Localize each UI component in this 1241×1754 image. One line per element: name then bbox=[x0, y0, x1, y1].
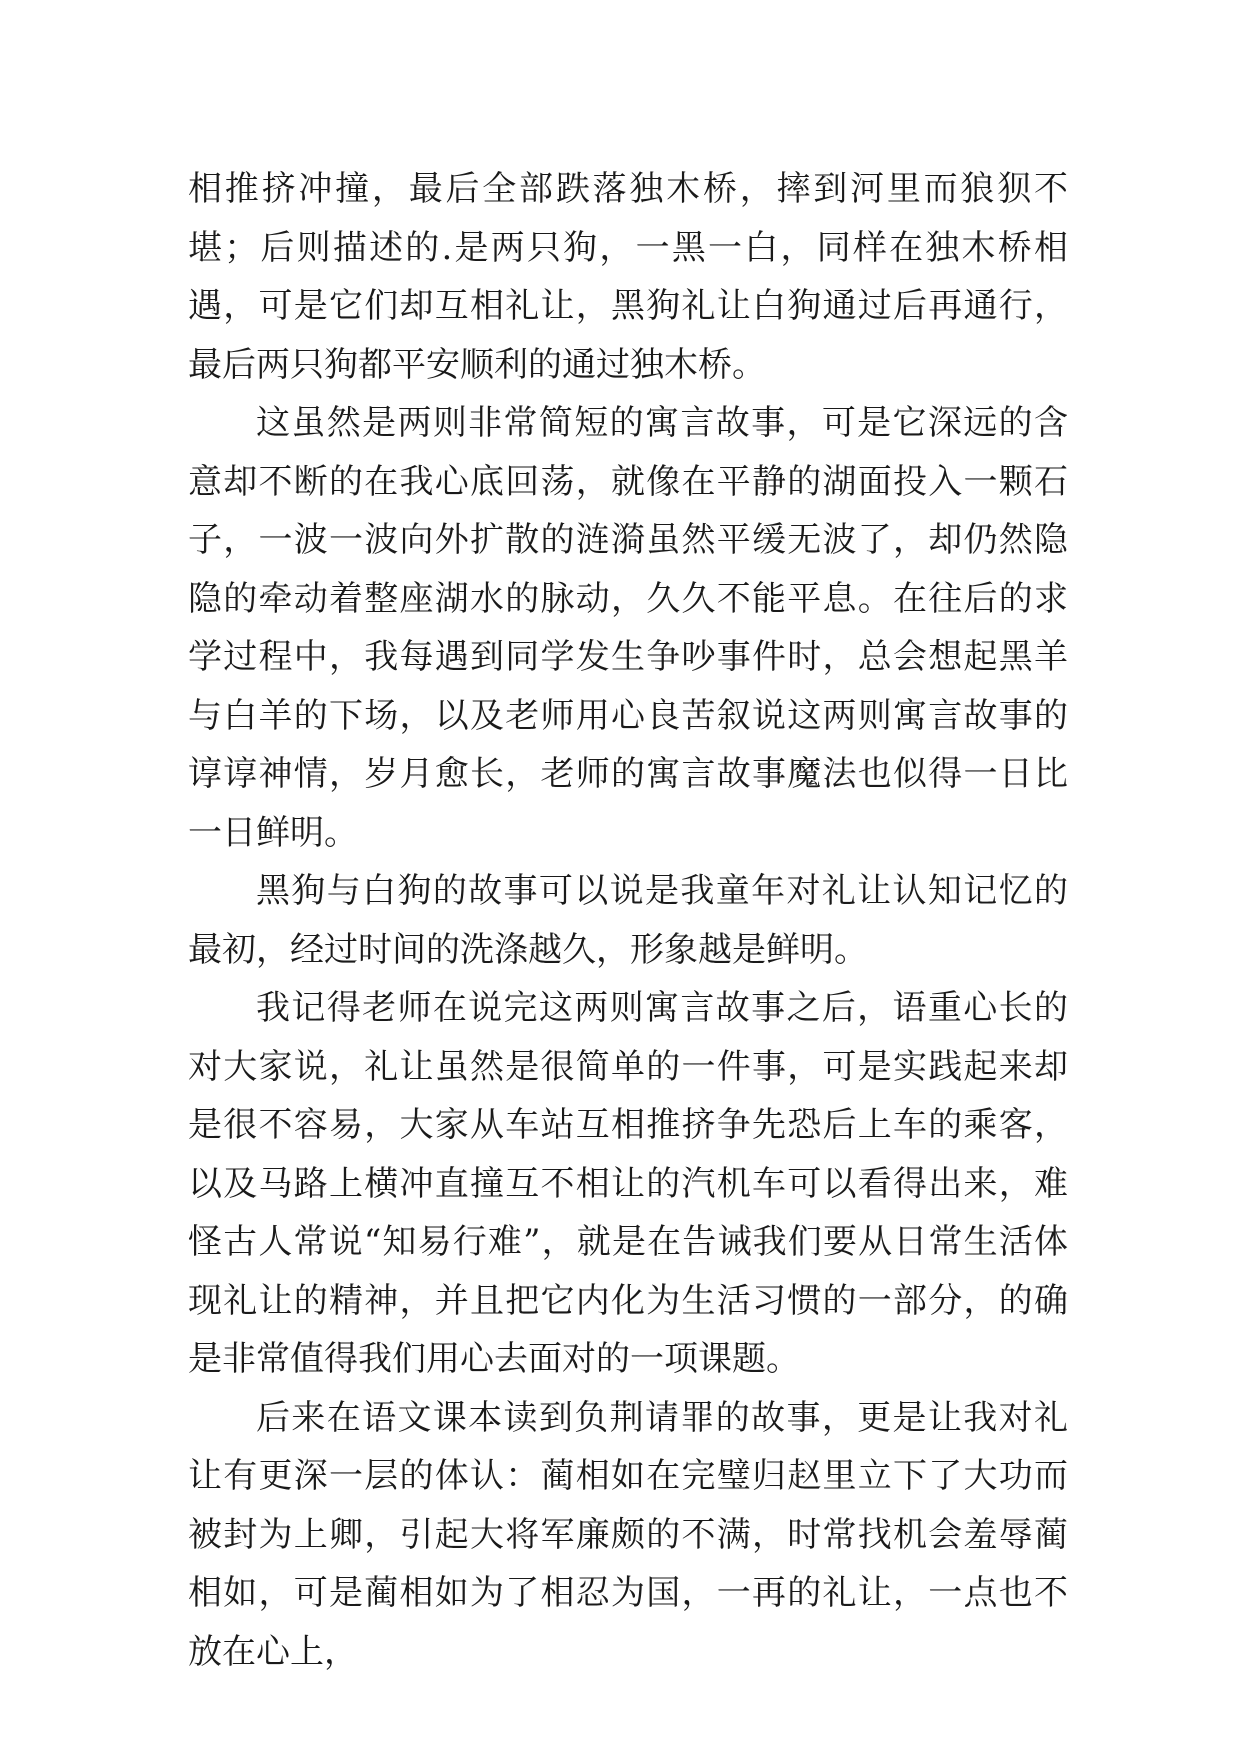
paragraph: 后来在语文课本读到负荆请罪的故事，更是让我对礼让有更深一层的体认：蔺相如在完璧归赵里立下了大功而被封为上卿，引起大将军廉颇的不满，时常找机会羞辱蔺相如，可是蔺相如为了相忍为国，一再的礼让，一点也不放在心上， bbox=[188, 1397, 1068, 1672]
paragraph: 我记得老师在说完这两则寓言故事之后，语重心长的对大家说，礼让虽然是很简单的一件事，可是实践起来却是很不容易，大家从车站互相推挤争先恐后上车的乘客，以及马路上横冲直撞互不相让的汽机车可以看得出来，难怪古人常说“知易行难”，就是在告诫我们要从日常生活体现礼让的精神，并且把它内化为生活习惯的一部分，的确是非常值得我们用心去面对的一项课题。 bbox=[188, 988, 1068, 1379]
paragraph: 黑狗与白狗的故事可以说是我童年对礼让认知记忆的最初，经过时间的洗涤越久，形象越是鲜明。 bbox=[188, 871, 1068, 970]
document-body bbox=[188, 160, 1068, 1681]
paragraph: 这虽然是两则非常简短的寓言故事，可是它深远的含意却不断的在我心底回荡，就像在平静的湖面投入一颗石子，一波一波向外扩散的涟漪虽然平缓无波了，却仍然隐隐的牵动着整座湖水的脉动，久久不能平息。在往后的求学过程中，我每遇到同学发生争吵事件时，总会想起黑羊与白羊的下场，以及老师用心良苦叙说这两则寓言故事的谆谆神情，岁月愈长，老师的寓言故事魔法也似得一日比一日鲜明。 bbox=[188, 403, 1068, 853]
paragraph: 相推挤冲撞，最后全部跌落独木桥，摔到河里而狼狈不堪；后则描述的.是两只狗，一黑一白，同样在独木桥相遇，可是它们却互相礼让，黑狗礼让白狗通过后再通行，最后两只狗都平安顺利的通过独木桥。 bbox=[188, 169, 1068, 385]
